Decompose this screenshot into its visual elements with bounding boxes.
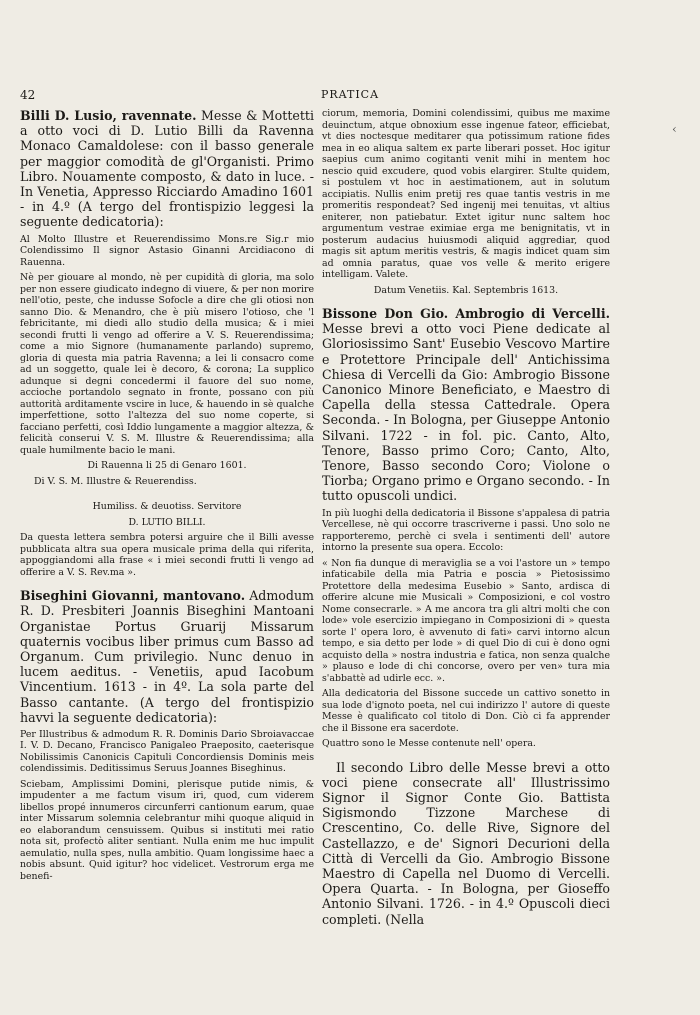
right-column [322,104,610,927]
margin-mark: ‹ [672,122,677,136]
entry-text: Admodum R. D. Presbiteri Joannis Biseghini Mantoani Organistae Portus Gruarij Missarum quaternis vocibus liber primus cum Basso ad Organum. Cum privilegio. Nunc denuo in lucem aeditus. - Venetiis, apud Iacobum Vincentium. 1613 - in 4º. La sola parte del Basso cantante. (A tergo del frontispizio havvi la seguente dedicatoria): [20,588,314,725]
dedication-body: Nè per giouare al mondo, nè per cupidità di gloria, ma solo per non essere giudicato indegno di viuere, & per non morire nell'otio, peste, che indusse Sofocle a dire che gli otiosi non sanno Dio. & Menandro, che è più misero l'otioso, che 'l febricitante, mi diedi allo studio della musica; & i miei secondi frutti li vengo ad offerire a V. S. Reuerendissima; come a mio Signore (humanamente parlando) supremo, gloria di questa mia patria Ravenna; a lei li consacro come ad un soggetto, quale lei è decoro, & corona; La supplico adunque si degni concedermi il fauore del suo nome, accioche portandolo segnato in fronte, possano con più auttorità arditamente vscire in luce, & hauendo in sè qualche imperfettione, sotto l'altezza del suo nome coperte, si facciano perfetti, così Iddio lungamente a maggior altezza, & felicità conserui V. S. M. Illustre & Reuerendissima; alla quale humilmente bacio le mani. [20,272,314,456]
left-column [20,108,314,886]
commentary: Da questa lettera sembra potersi arguire che il Billi avesse pubblicata altra sua opera musicale prima della qui riferita, appoggiandomi alla frase « i miei secondi frutti li vengo ad offerire a V. S. Rev.ma ». [20,532,314,578]
entry-billi [20,108,314,230]
signature-name: D. LUTIO BILLI. [128,516,206,528]
page-number: 42 [20,88,36,102]
entry-name: Biseghini Giovanni, mantovano. [20,588,246,604]
dedication-address: Per Illustribus & admodum R. R. Dominis Dario Sbroiavaccae I. V. D. Decano, Francisco Panigaleo Praeposito, caeterisque Nobilissimis Canonicis Capituli Concordiensis Dominis meis colendissimis. Deditissimus Seruus Joannes Biseghinus. [20,728,314,775]
entry-name: Bissone Don Gio. Ambrogio di Vercelli. [322,306,610,321]
commentary: Alla dedicatoria del Bissone succede un cattivo sonetto in sua lode d'ignoto poeta, nel cui indirizzo l' autore di queste Messe è qualificato col titolo di Don. Ciò ci fa apprender che il Bissone era sacerdote. [322,688,610,734]
dedication-date: Di Rauenna li 25 di Genaro 1601. [87,460,247,472]
dedication-body: Sciebam, Amplissimi Domini, plerisque putide nimis, & impudenter a me factum visum iri, quod, cum viderem libellos propé innumeros circunferri cantionum earum, quae inter Missarum solemnia celebrantur mihi quoque aliquid in eo elaborandum censuissem. Quibus si instituti mei ratio nota sit, profectò aliter sentiant. Nulla enim me huc impulit aemulatio, nulla spes, nulla ambitio. Quam longissime haec a nobis absunt. Quid igitur? hoc videlicet. Vestrorum erga me benefi- [20,778,314,882]
quotation: « Non fia dunque di meraviglia se a voi l'astore un » tempo infaticabile della mia Patria e poscia » Pietosissimo Protettore della medesima Eusebio » Santo, ardisca di offerire alcune mie Musicali » Composizioni, e col vostro Nome consecrarle. » A me ancora tra gli altri molti che con lode» vole esercizio impiegano in Composizioni di » questa sorte l' opera loro, è avvenuto di fati» carvi intorno alcun tempo, e sia detto per lode » di quel Dio di cui è dono ogni acquisto della » nostra industria e fatica, non senza qualche » plauso e lode di chi concorse, overo per ven» tura mia s'abbattè ad udirle ecc. ». [322,557,610,684]
commentary: In più luoghi della dedicatoria il Bissone s'appalesa di patria Vercellese, nè qui occorre trascriverne i passi. Uno solo ne rapporteremo, perchè ci svela i sentimenti dell' autore intorno la presente sua opera. Eccolo: [322,507,611,554]
entry-name: Billi D. Lusio, ravennate. [20,108,197,123]
dedication-date: Datum Venetiis. Kal. Septembris 1613. [373,284,559,296]
running-head: PRATICA [320,88,380,101]
dedication-close: Di V. S. M. Illustre & Reuerendiss. [34,475,197,487]
entry-biseghini [20,588,314,725]
entry-bissone [322,306,610,504]
dedication-continued: ciorum, memoria, Domini colendissimi, quibus me maxime deuinctum, atque obnoxium esse ingenue fateor, efficiebat, vt dies noctesque meditarer qua potissimum ratione fides mea in eo aliqua saltem ex parte liberari posset. Hoc igitur saepius cum animo cogitanti venit mihi in mentem hoc nescio quid excudere, quod vobis elargirer. Stulte quidem, si postulem vt hoc in aestimationem, aut in solutum accipiatis. Nullis enim pretij res quae tantis vestris in me promeritis respondeat? Sed ingenij mei tenuitas, vt altius eniterer, non patiebatur. Extet igitur nunc saltem hoc argumentum vestrae eximiae erga me benignitatis, vt in posterum audacius huiusmodi aliquid aggrediar, quod magis sit aptum meritis vestris, & magis indicet quam sim ad omnia paratus, quae vos velle & merito erigere intelligam. Valete. [322,108,610,280]
entry-text: Messe & Mottetti a otto voci di D. Lutio Billi da Ravenna Monaco Camaldolese: con il basso generale per maggior comodità de gl'Organisti. Primo Libro. Nouamente composto, & dato in luce. - In Venetia, Appresso Ricciardo Amadino 1601 - in 4.º (A tergo del frontispizio leggesi la seguente dedicatoria): [20,108,314,230]
signature-line: Humiliss. & deuotiss. Servitore [92,501,242,513]
dedication-address: Al Molto Illustre et Reuerendissimo Mons.re Sig.r mio Colendissimo Il signor Astasio Ginanni Arcidiacono di Rauenna. [20,233,314,268]
commentary: Quattro sono le Messe contenute nell' opera. [322,738,536,750]
entry-second-book: Il secondo Libro delle Messe brevi a otto voci piene consecrate all' Illustrissimo Signor il Signor Conte Gio. Battista Sigismondo Tizzone Marchese di Crescentino, Co. delle Rive, Signore del Castellazzo, e de' Signori Decurioni della Città di Vercelli da Gio. Ambrogio Bissone Maestro di Capella nel Duomo di Vercelli. Opera Quarta. - In Bologna, per Gioseffo Antonio Silvani. 1726. - in 4.º Opuscoli dieci completi. (Nella [322,759,610,927]
entry-text: Messe brevi a otto voci Piene dedicate al Gloriosissimo Sant' Eusebio Vescovo Martire e Protettore Principale dell' Antichissima Chiesa di Vercelli da Gio: Ambrogio Bissone Canonico Minore Beneficiato, e Maestro di Capella della stessa Cattedrale. Opera Seconda. - In Bologna, per Giuseppe Antonio Silvani. 1722 - in fol. pic. Canto, Alto, Tenore, Basso primo Coro; Canto, Alto, Tenore, Basso secondo Coro; Violone o Tiorba; Organo primo e Organo secondo. - In tutto opuscoli undici. [322,321,610,504]
